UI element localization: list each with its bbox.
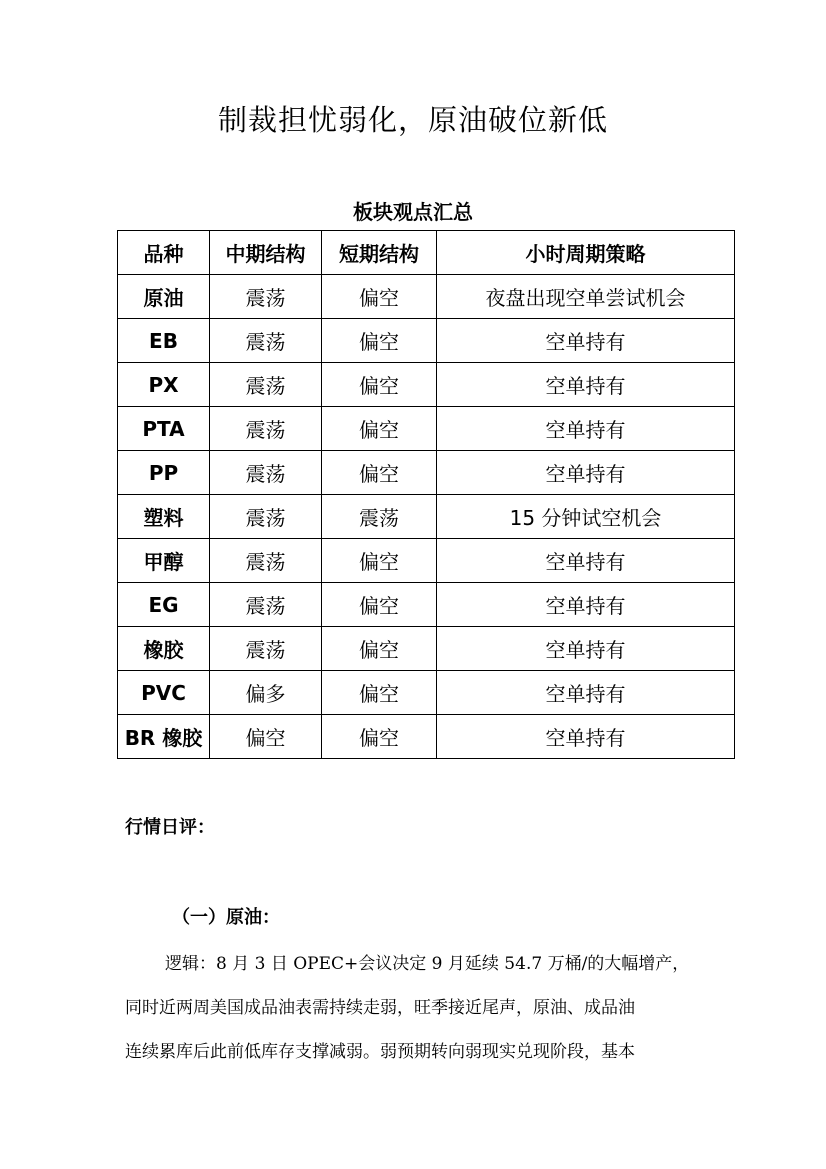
cell-variety: PTA <box>118 407 210 451</box>
cell-short-term: 偏空 <box>322 627 437 671</box>
table-row <box>118 495 735 539</box>
cell-hourly-strategy: 空单持有 <box>437 319 735 363</box>
cell-mid-term: 震荡 <box>210 363 322 407</box>
cell-short-term: 偏空 <box>322 363 437 407</box>
cell-hourly-strategy: 15 分钟试空机会 <box>437 495 735 539</box>
cell-short-term: 偏空 <box>322 451 437 495</box>
crude-oil-heading: （一）原油： <box>172 907 280 928</box>
cell-hourly-strategy: 夜盘出现空单尝试机会 <box>437 275 735 319</box>
paragraph-line: 连续累库后此前低库存支撑减弱。弱预期转向弱现实兑现阶段，基本 <box>125 1042 635 1062</box>
cell-mid-term: 偏多 <box>210 671 322 715</box>
table-row <box>118 319 735 363</box>
document-title: 制裁担忧弱化，原油破位新低 <box>217 103 608 137</box>
cell-variety: PX <box>118 363 210 407</box>
table-row <box>118 363 735 407</box>
cell-short-term: 偏空 <box>322 715 437 759</box>
cell-variety: 原油 <box>118 275 210 319</box>
paragraph-line: 同时近两周美国成品油表需持续走弱，旺季接近尾声，原油、成品油 <box>125 998 635 1018</box>
cell-short-term: 偏空 <box>322 319 437 363</box>
cell-mid-term: 震荡 <box>210 627 322 671</box>
table-row <box>118 539 735 583</box>
table-row <box>118 627 735 671</box>
cell-hourly-strategy: 空单持有 <box>437 671 735 715</box>
cell-mid-term: 震荡 <box>210 319 322 363</box>
cell-mid-term: 震荡 <box>210 583 322 627</box>
table-row <box>118 583 735 627</box>
header-variety: 品种 <box>118 231 210 275</box>
cell-variety: PP <box>118 451 210 495</box>
cell-hourly-strategy: 空单持有 <box>437 627 735 671</box>
table-row <box>118 451 735 495</box>
sector-view-table <box>117 230 735 759</box>
cell-short-term: 偏空 <box>322 583 437 627</box>
cell-mid-term: 震荡 <box>210 539 322 583</box>
cell-mid-term: 偏空 <box>210 715 322 759</box>
header-mid-term: 中期结构 <box>210 231 322 275</box>
cell-variety: PVC <box>118 671 210 715</box>
cell-hourly-strategy: 空单持有 <box>437 539 735 583</box>
cell-variety: BR 橡胶 <box>118 715 210 759</box>
cell-short-term: 偏空 <box>322 539 437 583</box>
table-row <box>118 715 735 759</box>
cell-hourly-strategy: 空单持有 <box>437 715 735 759</box>
paragraph-line: 逻辑：8 月 3 日 OPEC+会议决定 9 月延续 54.7 万桶/的大幅增产， <box>165 954 690 974</box>
cell-variety: 甲醇 <box>118 539 210 583</box>
cell-short-term: 偏空 <box>322 671 437 715</box>
section-title: 板块观点汇总 <box>353 200 473 224</box>
header-short-term: 短期结构 <box>322 231 437 275</box>
cell-hourly-strategy: 空单持有 <box>437 363 735 407</box>
table-row <box>118 275 735 319</box>
cell-variety: 塑料 <box>118 495 210 539</box>
table-row <box>118 671 735 715</box>
cell-mid-term: 震荡 <box>210 451 322 495</box>
crude-oil-paragraph <box>125 942 705 1074</box>
cell-hourly-strategy: 空单持有 <box>437 451 735 495</box>
cell-short-term: 偏空 <box>322 407 437 451</box>
cell-hourly-strategy: 空单持有 <box>437 407 735 451</box>
table-header-row <box>118 231 735 275</box>
cell-variety: EB <box>118 319 210 363</box>
cell-variety: EG <box>118 583 210 627</box>
cell-variety: 橡胶 <box>118 627 210 671</box>
header-hourly-strategy: 小时周期策略 <box>437 231 735 275</box>
cell-short-term: 震荡 <box>322 495 437 539</box>
table-row <box>118 407 735 451</box>
cell-short-term: 偏空 <box>322 275 437 319</box>
cell-hourly-strategy: 空单持有 <box>437 583 735 627</box>
cell-mid-term: 震荡 <box>210 275 322 319</box>
cell-mid-term: 震荡 <box>210 407 322 451</box>
table-body <box>118 275 735 759</box>
cell-mid-term: 震荡 <box>210 495 322 539</box>
market-review-label: 行情日评： <box>125 817 215 838</box>
